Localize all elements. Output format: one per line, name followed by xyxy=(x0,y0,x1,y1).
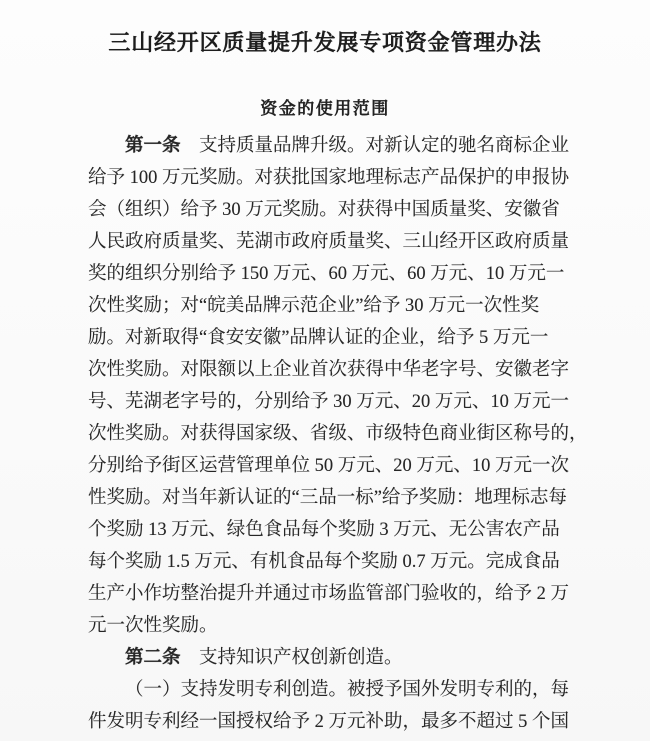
body-line xyxy=(88,226,570,258)
body-line-text: 号、芜湖老字号的，分别给予 30 万元、20 万元、10 万元一 xyxy=(88,392,570,412)
body-line xyxy=(88,386,570,418)
section-heading: 资金的使用范围 xyxy=(260,99,390,118)
body-line-text: 支持质量品牌升级。对新认定的驰名商标企业 xyxy=(180,136,570,156)
body-line-text: 次性奖励。对获得国家级、省级、市级特色商业街区称号的， xyxy=(88,424,588,444)
body-line-text: 次性奖励。对限额以上企业首次获得中华老字号、安徽老字 xyxy=(88,360,570,380)
body-line xyxy=(88,194,562,226)
document-title: 三山经开区质量提升发展专项资金管理办法 xyxy=(108,30,542,55)
body-line-text: 件发明专利经一国授权给予 2 万元补助，最多不超过 5 个国 xyxy=(88,712,570,732)
body-line xyxy=(88,450,570,482)
body-line xyxy=(88,674,570,706)
body-line-text: 次性奖励；对“皖美品牌示范企业”给予 30 万元一次性奖 xyxy=(88,296,540,316)
body-line-text: 励。对新取得“食安安徽”品牌认证的企业，给予 5 万元一 xyxy=(88,328,549,348)
body-line-text: 性奖励。对当年新认证的“三品一标”给予奖励：地理标志每 xyxy=(88,488,567,508)
body-line xyxy=(88,546,562,578)
body-line xyxy=(88,482,567,514)
body-line-text: 会（组织）给予 30 万元奖励。对获得中国质量奖、安徽省 xyxy=(88,200,560,220)
body-line-text: （一）支持发明专利创造。被授予国外发明专利的，每 xyxy=(125,680,570,700)
body-line xyxy=(88,610,562,642)
body-line-text: 元一次性奖励。 xyxy=(88,616,218,636)
body-line-text: 个奖励 13 万元、绿色食品每个奖励 3 万元、无公害农产品 xyxy=(88,520,560,540)
body-line xyxy=(88,130,570,162)
body-line xyxy=(88,322,562,354)
body-line xyxy=(88,578,570,610)
body-line xyxy=(88,642,562,674)
body-line-text: 给予 100 万元奖励。对获批国家地理标志产品保护的申报协 xyxy=(88,168,570,188)
body-line xyxy=(88,354,570,386)
body-line xyxy=(88,514,562,546)
body-line-text: 人民政府质量奖、芜湖市政府质量奖、三山经开区政府质量 xyxy=(88,232,570,252)
body-line xyxy=(88,418,588,450)
body-line-text: 奖的组织分别给予 150 万元、60 万元、60 万元、10 万元一 xyxy=(88,264,565,284)
body-line xyxy=(88,258,565,290)
body-line xyxy=(88,706,570,738)
body-line xyxy=(88,290,562,322)
article-number: 第二条 xyxy=(125,648,181,668)
body-line-text: 支持知识产权创新创造。 xyxy=(180,648,403,668)
body-line-text: 分别给予街区运营管理单位 50 万元、20 万元、10 万元一次 xyxy=(88,456,570,476)
body-line-text: 生产小作坊整治提升并通过市场监管部门验收的，给予 2 万 xyxy=(88,584,570,604)
body-line xyxy=(88,162,570,194)
article-number: 第一条 xyxy=(125,136,181,156)
body-line-text: 每个奖励 1.5 万元、有机食品每个奖励 0.7 万元。完成食品 xyxy=(88,552,560,572)
document-body xyxy=(88,130,588,738)
